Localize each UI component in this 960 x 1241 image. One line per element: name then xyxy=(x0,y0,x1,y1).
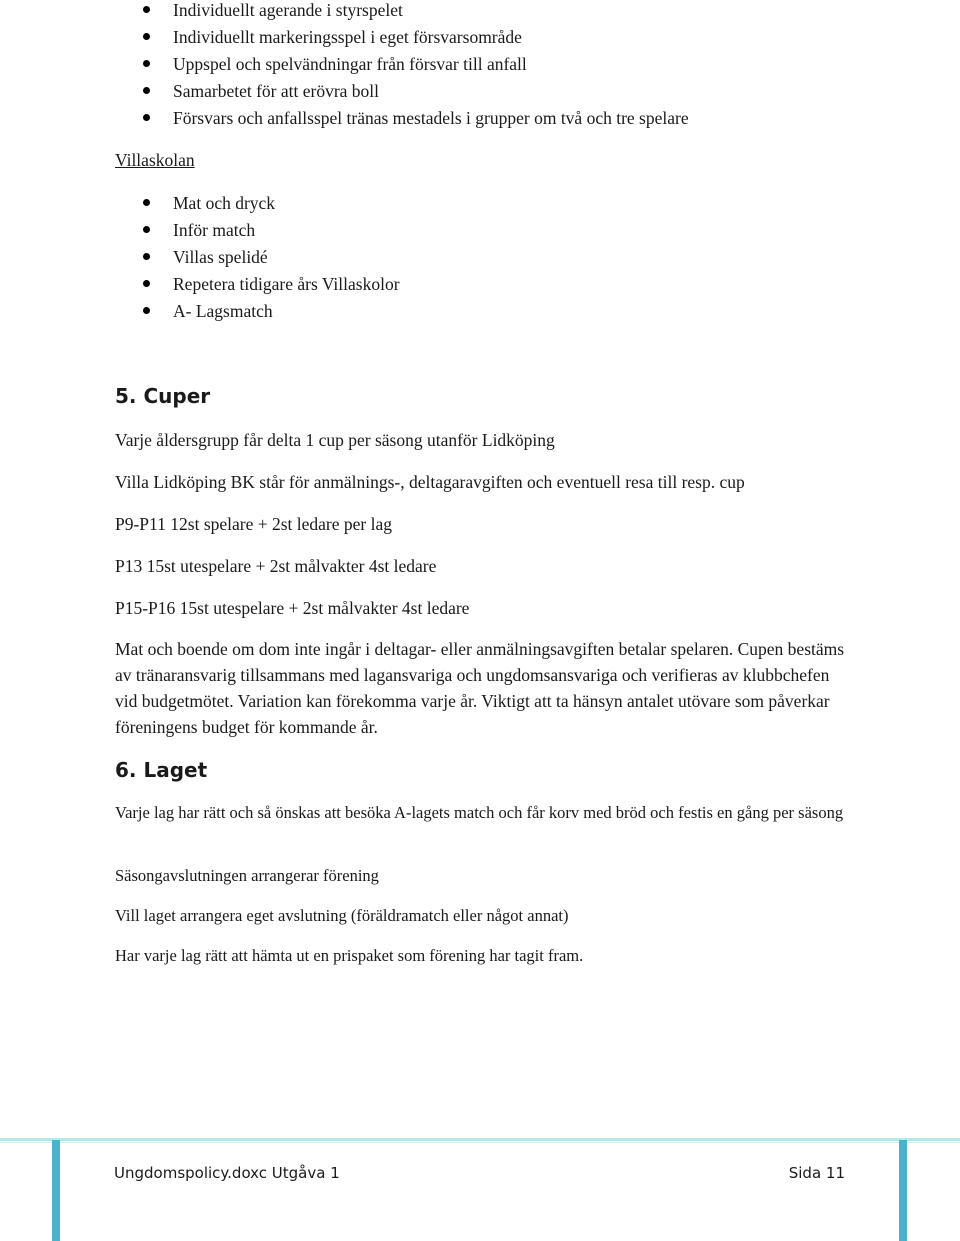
list-item: Samarbetet för att erövra boll xyxy=(140,82,689,109)
section-heading-cuper: 5. Cuper xyxy=(115,384,211,408)
paragraph: P15-P16 15st utespelare + 2st målvakter 4st ledare xyxy=(115,598,470,618)
villaskolan-heading: Villaskolan xyxy=(115,150,195,170)
paragraph: Säsongavslutningen arrangerar förening xyxy=(115,866,379,885)
list-item: Uppspel och spelvändningar från försvar till anfall xyxy=(140,55,689,82)
list-item: A- Lagsmatch xyxy=(140,302,400,329)
footer-divider-thin xyxy=(0,1142,960,1143)
footer-page-number: Sida 11 xyxy=(788,1164,845,1182)
paragraph: Villa Lidköping BK står för anmälnings-, deltagaravgiften och eventuell resa till resp. cup xyxy=(115,472,745,492)
list-item: Repetera tidigare års Villaskolor xyxy=(140,275,400,302)
footer-divider xyxy=(0,1138,960,1141)
footer-document-title: Ungdomspolicy.doxc Utgåva 1 xyxy=(114,1164,340,1182)
villaskolan-bullet-list xyxy=(140,194,400,329)
paragraph: Har varje lag rätt att hämta ut en prispaket som förening har tagit fram. xyxy=(115,946,584,965)
paragraph: Varje lag har rätt och så önskas att besöka A-lagets match och får korv med bröd och festis en gång per säsong xyxy=(115,803,844,822)
paragraph: P13 15st utespelare + 2st målvakter 4st ledare xyxy=(115,556,437,576)
list-item: Villas spelidé xyxy=(140,248,400,275)
list-item: Individuellt agerande i styrspelet xyxy=(140,1,689,28)
paragraph: P9-P11 12st spelare + 2st ledare per lag xyxy=(115,514,393,534)
list-item: Försvars och anfallsspel tränas mestadels i grupper om två och tre spelare xyxy=(140,109,689,136)
footer-left-bar xyxy=(52,1140,60,1241)
list-item: Mat och dryck xyxy=(140,194,400,221)
paragraph: Vill laget arrangera eget avslutning (föräldramatch eller något annat) xyxy=(115,906,569,925)
list-item: Inför match xyxy=(140,221,400,248)
paragraph: Varje åldersgrupp får delta 1 cup per säsong utanför Lidköping xyxy=(115,430,555,450)
footer-right-bar xyxy=(899,1140,907,1241)
list-item: Individuellt markeringsspel i eget försvarsområde xyxy=(140,28,689,55)
training-bullet-list xyxy=(140,1,689,136)
section-heading-laget: 6. Laget xyxy=(115,758,208,782)
paragraph: Mat och boende om dom inte ingår i deltagar- eller anmälningsavgiften betalar spelaren. Cupen bestäms av tränaransvarig tillsammans med lagansvariga och ungdomsansvariga och verifieras av klubbchefen vid budgetmötet. Variation kan förekomma varje år. Viktigt att ta hänsyn antalet utövare som påverkar föreningens budget för kommande år. xyxy=(115,639,845,737)
